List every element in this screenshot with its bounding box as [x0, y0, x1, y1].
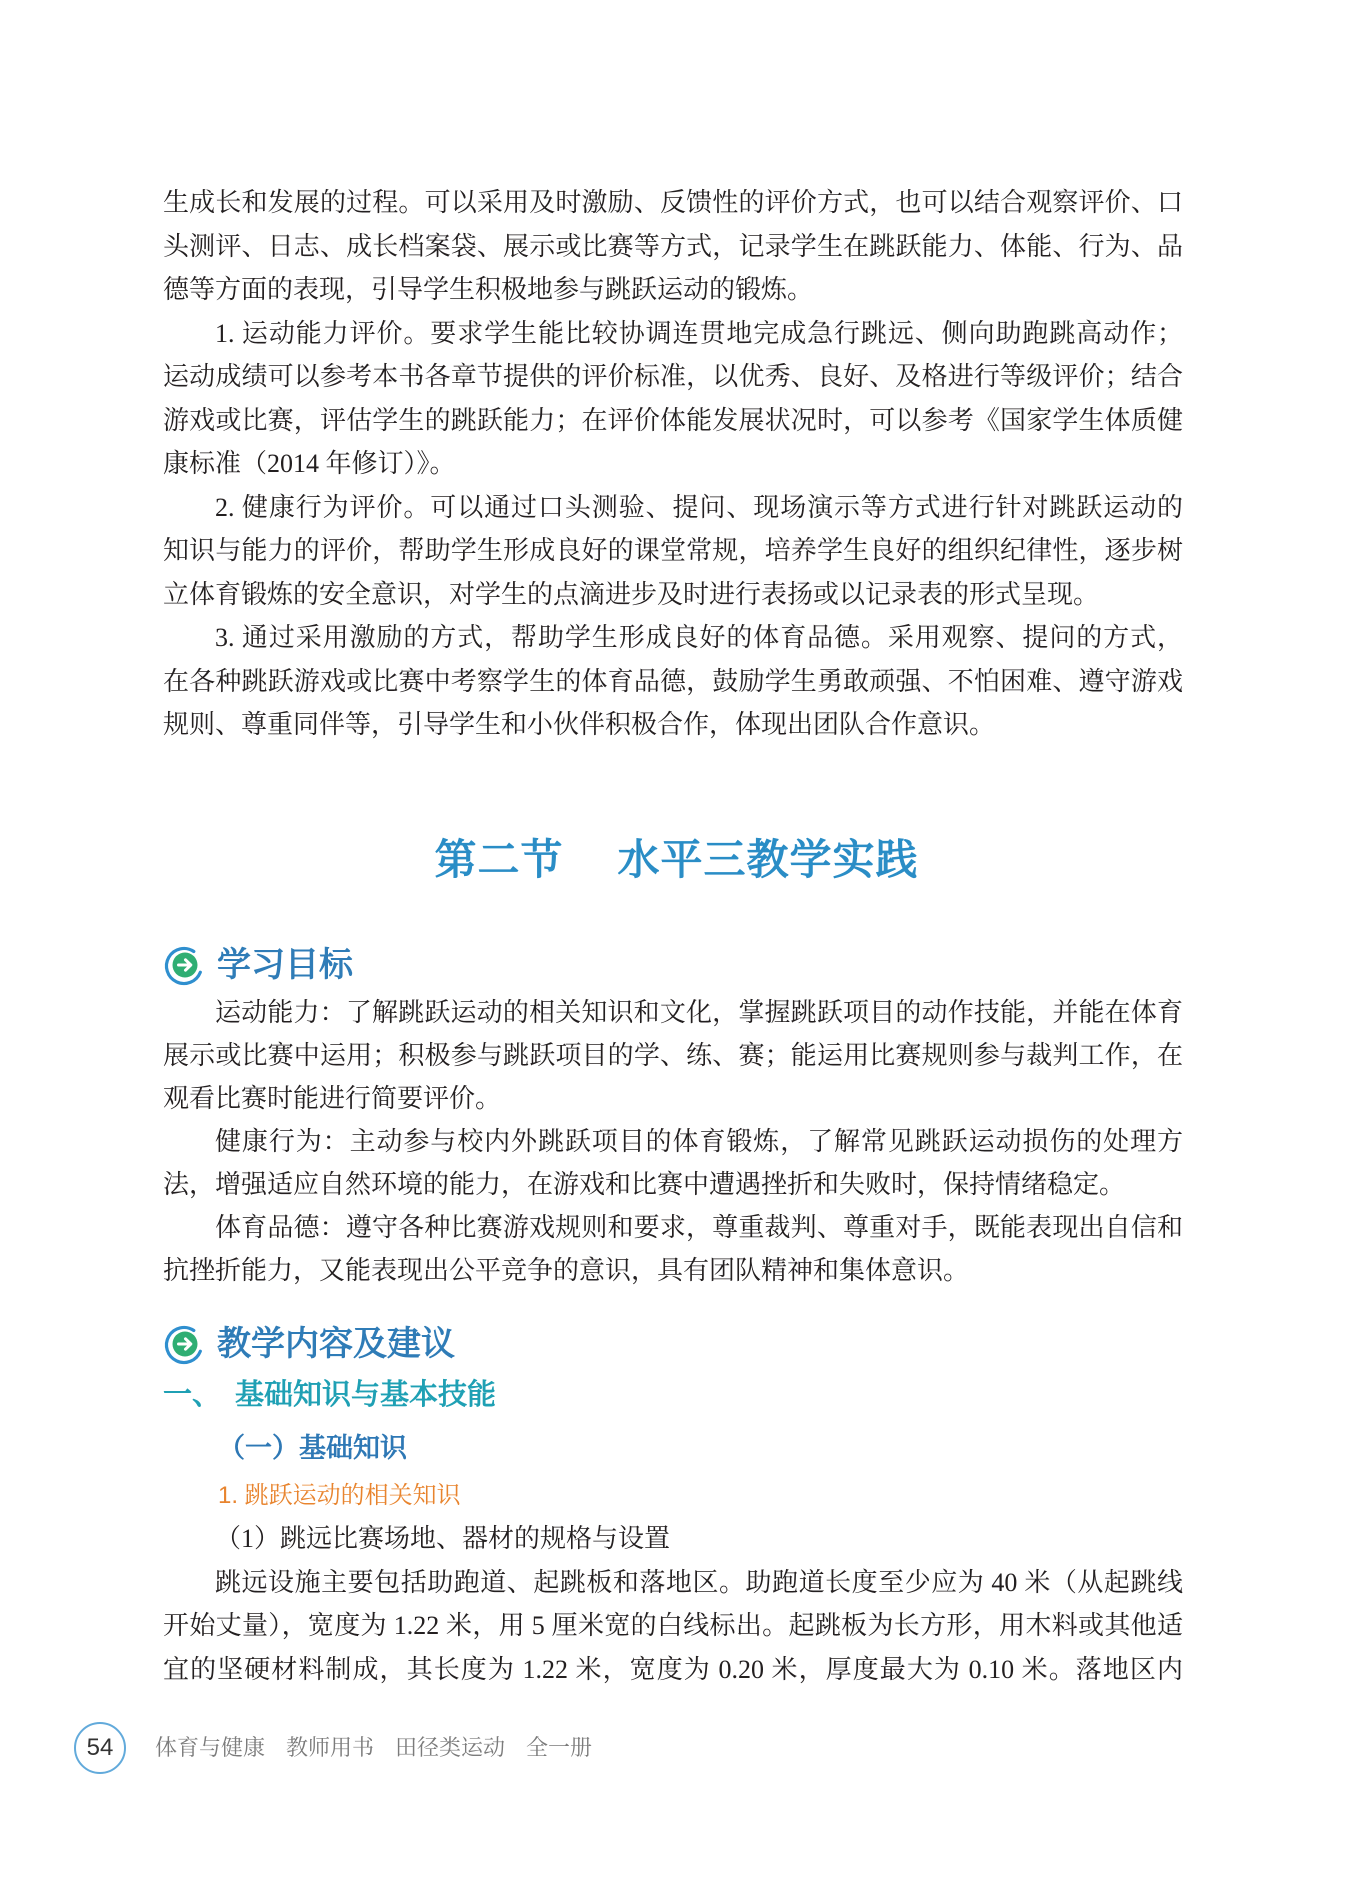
- text-line: 康标准（2014 年修订）》。: [163, 449, 456, 478]
- book-type: 教师用书: [286, 1735, 375, 1760]
- text-line: 开始丈量），宽度为 1.22 米，用 5 厘米宽的白线标出。起跳板为长方形，用木料或其他适: [163, 1611, 1183, 1640]
- text-line: 运动能力：了解跳跃运动的相关知识和文化，掌握跳跃项目的动作技能，并能在体育: [215, 998, 1183, 1027]
- text-line: 跳远设施主要包括助跑道、起跳板和落地区。助跑道长度至少应为 40 米（从起跳线: [215, 1567, 1183, 1597]
- content-heading: [163, 1323, 763, 1367]
- text-line: 2. 健康行为评价。可以通过口头测验、提问、现场演示等方式进行针对跳跃运动的: [215, 492, 1183, 522]
- text-line: 规则、尊重同伴等，引导学生和小伙伴积极合作，体现出团队合作意识。: [163, 710, 996, 739]
- book-topic: 田径类运动: [395, 1735, 506, 1760]
- text-line: 健康行为：主动参与校内外跳跃项目的体育锻炼，了解常见跳跃运动损伤的处理方: [215, 1127, 1183, 1156]
- paragraph: [163, 616, 1183, 747]
- paragraph: [163, 991, 1183, 1120]
- text-line: 法，增强适应自然环境的能力，在游戏和比赛中遭遇挫折和失败时，保持情绪稳定。: [163, 1170, 1126, 1199]
- text-line: 知识与能力的评价，帮助学生形成良好的课堂常规，培养学生良好的组织纪律性，逐步树: [163, 536, 1183, 565]
- book-title: 体育与健康: [155, 1735, 266, 1760]
- objectives-heading-label: 学习目标: [217, 947, 353, 984]
- paragraph: [163, 1561, 1183, 1692]
- text-line: 头测评、日志、成长档案袋、展示或比赛等方式，记录学生在跳跃能力、体能、行为、品: [163, 231, 1183, 261]
- paragraph: [163, 1120, 1183, 1206]
- text-line: 在各种跳跃游戏或比赛中考察学生的体育品德，鼓励学生勇敢顽强、不怕困难、遵守游戏: [163, 666, 1183, 696]
- text-line: 抗挫折能力，又能表现出公平竞争的意识，具有团队精神和集体意识。: [163, 1256, 970, 1285]
- section-name: 水平三教学实践: [617, 838, 919, 884]
- book-volume: 全一册: [526, 1735, 593, 1760]
- arrow-circle-icon: [163, 1324, 205, 1366]
- text-line: 生成长和发展的过程。可以采用及时激励、反馈性的评价方式，也可以结合观察评价、口: [163, 188, 1183, 217]
- text-line: 体育品德：遵守各种比赛游戏规则和要求，尊重裁判、尊重对手，既能表现出自信和: [215, 1213, 1183, 1242]
- part-number: 一、: [163, 1379, 222, 1411]
- objectives-heading: [163, 944, 763, 988]
- paragraph: [163, 486, 1183, 617]
- book-info: [155, 1735, 613, 1761]
- assessment-text: [163, 181, 1183, 747]
- subheading: （一）基础知识: [218, 1433, 407, 1463]
- topic-heading: 1. 跳跃运动的相关知识: [218, 1482, 461, 1509]
- text-line: 立体育锻炼的安全意识，对学生的点滴进步及时进行表扬或以记录表的形式呈现。: [163, 579, 1100, 609]
- text-line: 德等方面的表现，引导学生积极地参与跳跃运动的锻炼。: [163, 275, 814, 304]
- paragraph: [163, 1206, 1183, 1292]
- text-line: 游戏或比赛，评估学生的跳跃能力；在评价体能发展状况时，可以参考《国家学生体质健: [163, 405, 1183, 435]
- text-line: 1. 运动能力评价。要求学生能比较协调连贯地完成急行跳远、侧向助跑跳高动作；: [215, 318, 1183, 348]
- page-number: 54: [74, 1722, 126, 1774]
- text-line: 展示或比赛中运用；积极参与跳跃项目的学、练、赛；能运用比赛规则参与裁判工作，在: [163, 1041, 1183, 1070]
- item-heading: （1）跳远比赛场地、器材的规格与设置: [215, 1524, 671, 1553]
- text-line: 运动成绩可以参考本书各章节提供的评价标准，以优秀、良好、及格进行等级评价；结合: [163, 362, 1183, 391]
- text-line: 观看比赛时能进行简要评价。: [163, 1084, 502, 1113]
- section-title: [0, 836, 1353, 886]
- paragraph: [163, 312, 1183, 486]
- objectives-text: [163, 991, 1183, 1292]
- text-line: 3. 通过采用激励的方式，帮助学生形成良好的体育品德。采用观察、提问的方式，: [215, 623, 1183, 652]
- part-heading: [163, 1375, 496, 1415]
- content-text: [163, 1517, 1183, 1691]
- arrow-circle-icon: [163, 945, 205, 987]
- text-line: 宜的坚硬材料制成，其长度为 1.22 米，宽度为 0.20 米，厚度最大为 0.10 米。落地区内: [163, 1654, 1183, 1684]
- paragraph: [163, 181, 1183, 312]
- content-heading-label: 教学内容及建议: [217, 1326, 455, 1363]
- part-title: 基础知识与基本技能: [235, 1379, 497, 1411]
- section-number: 第二节: [434, 838, 564, 884]
